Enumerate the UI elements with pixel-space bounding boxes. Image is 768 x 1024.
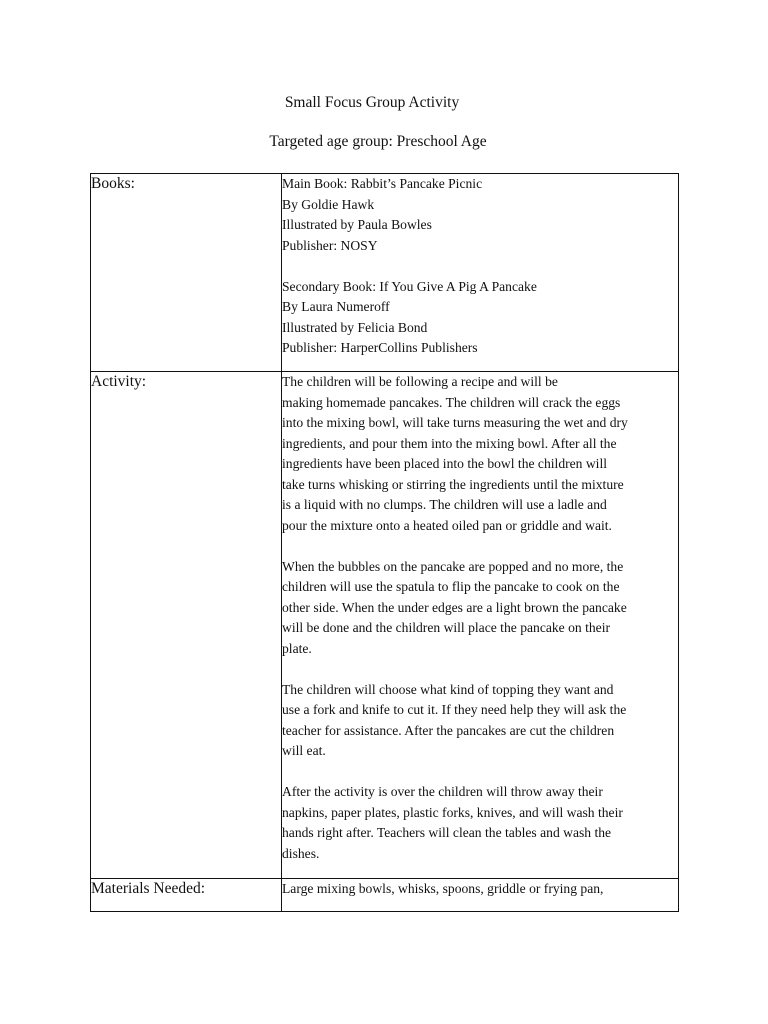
activity-line: pour the mixture onto a heated oiled pan or griddle and wait. <box>282 517 612 533</box>
activity-paragraph-cleanup <box>282 782 678 864</box>
activity-label: Activity: <box>91 372 282 879</box>
activity-line: children will use the spatula to flip the pancake to cook on the <box>282 579 620 594</box>
activity-paragraph-recipe <box>282 372 678 536</box>
document-subtitle: Targeted age group: Preschool Age <box>269 133 487 150</box>
activity-line: plate. <box>282 640 312 656</box>
activity-line: ingredients, and pour them into the mixing bowl. After all the <box>282 435 617 451</box>
table-row-books <box>91 174 679 372</box>
materials-text: Large mixing bowls, whisks, spoons, griddle or frying pan, <box>282 881 604 896</box>
activity-line: making homemade pancakes. The children will crack the eggs <box>282 394 621 410</box>
activity-line: will be done and the children will place the pancake on their <box>282 620 611 635</box>
activity-line: hands right after. Teachers will clean the tables and wash the <box>282 825 612 840</box>
table-row-activity <box>91 372 679 879</box>
materials-content <box>282 879 679 912</box>
activity-line: take turns whisking or stirring the ingredients until the mixture <box>282 476 624 492</box>
secondary-book-author: By Laura Numeroff <box>282 299 390 314</box>
secondary-book-publisher: Publisher: HarperCollins Publishers <box>282 340 478 355</box>
main-book-illustrator: Illustrated by Paula Bowles <box>282 217 432 232</box>
activity-line: napkins, paper plates, plastic forks, knives, and will wash their <box>282 804 623 820</box>
secondary-book-illustrator: Illustrated by Felicia Bond <box>282 319 428 335</box>
activity-line: After the activity is over the children will throw away their <box>282 784 603 799</box>
activity-paragraph-flip <box>282 557 678 660</box>
activity-content <box>282 372 679 879</box>
activity-line: ingredients have been placed into the bowl the children will <box>282 456 608 471</box>
books-label: Books: <box>91 174 282 372</box>
main-book-block <box>282 174 678 256</box>
activity-line: The children will choose what kind of topping they want and <box>282 681 614 697</box>
activity-line: will eat. <box>282 743 326 758</box>
materials-label: Materials Needed: <box>91 879 282 912</box>
activity-plan-table <box>90 173 679 912</box>
table-row-materials <box>91 879 679 912</box>
activity-line: The children will be following a recipe and will be <box>282 374 558 389</box>
main-book-author: By Goldie Hawk <box>282 196 375 212</box>
activity-line: other side. When the under edges are a light brown the pancake <box>282 599 627 615</box>
activity-paragraph-topping <box>282 680 678 762</box>
secondary-book-block <box>282 277 678 359</box>
activity-line: use a fork and knife to cut it. If they need help they will ask the <box>282 702 627 717</box>
main-book-title: Main Book: Rabbit’s Pancake Picnic <box>282 176 483 191</box>
document-title: Small Focus Group Activity <box>284 94 460 111</box>
activity-line: teacher for assistance. After the pancakes are cut the children <box>282 722 615 738</box>
main-book-publisher: Publisher: NOSY <box>282 237 378 253</box>
activity-line: When the bubbles on the pancake are popped and no more, the <box>282 558 624 574</box>
activity-line: into the mixing bowl, will take turns measuring the wet and dry <box>282 415 628 430</box>
activity-line: dishes. <box>282 845 320 861</box>
books-content <box>282 174 679 372</box>
secondary-book-title: Secondary Book: If You Give A Pig A Pancake <box>282 278 537 294</box>
activity-line: is a liquid with no clumps. The children will use a ladle and <box>282 497 607 512</box>
